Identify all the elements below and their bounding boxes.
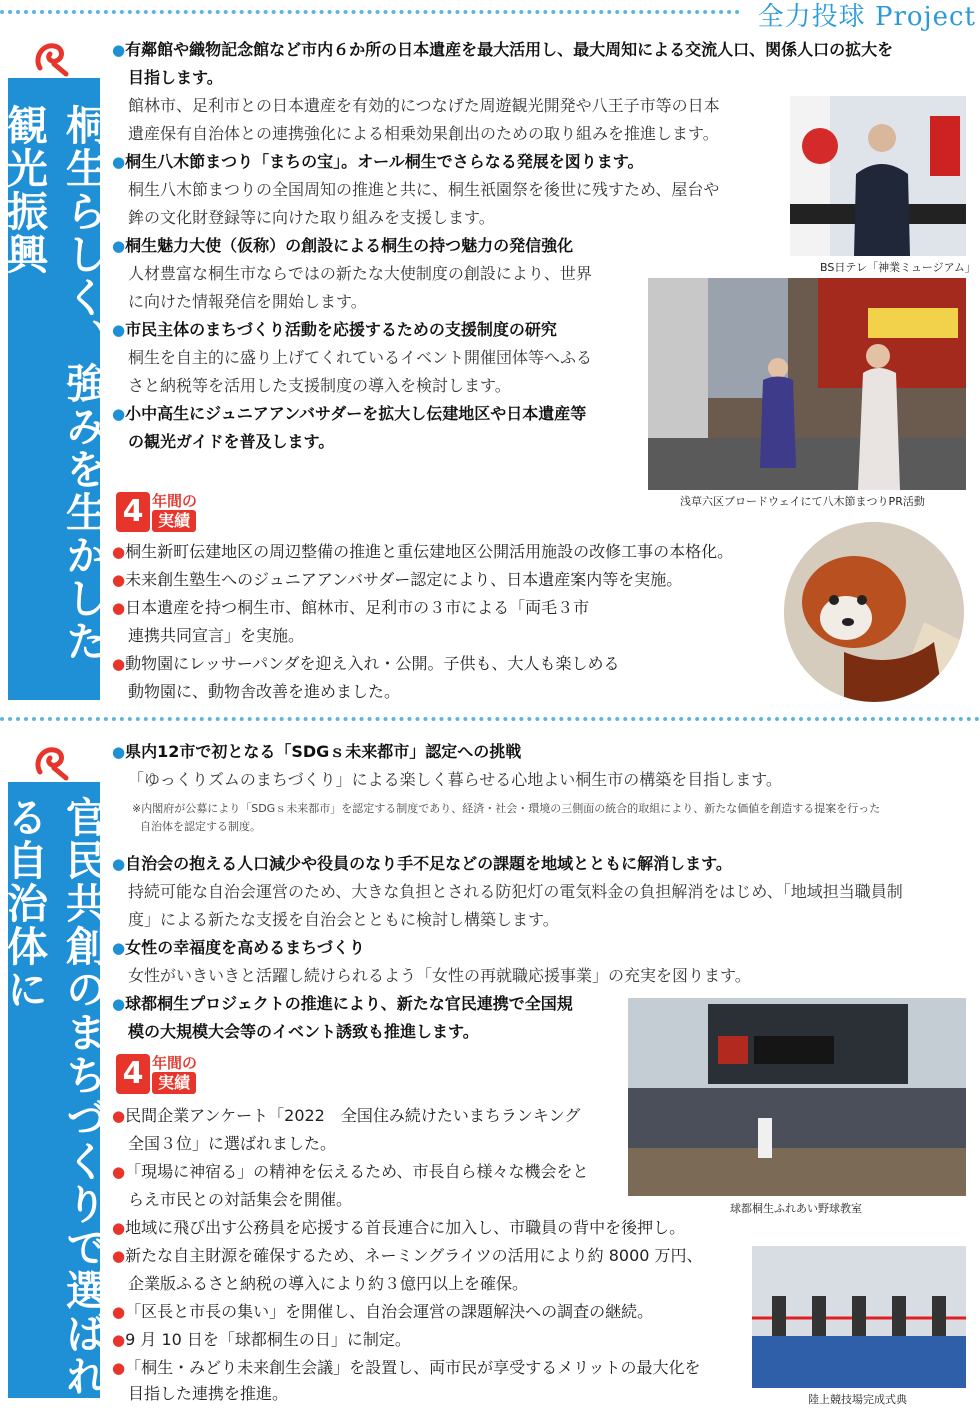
- s2-result5: ●「区長と市長の集い」を開催し、自治会運営の課題解決への調査の継続。: [112, 1302, 654, 1321]
- s1-item3-body1: 人材豊富な桐生市ならではの新たな大使制度の創設により、世界: [128, 264, 592, 283]
- s2-item4-title2: 模の大規模大会等のイベント誘致も推進します。: [128, 1022, 479, 1041]
- s1-item4-body1: 桐生を自主的に盛り上げてくれているイベント開催団体等へふる: [128, 348, 593, 367]
- s2-result1: ●民間企業アンケート「2022 全国住み続けたいまちランキング: [112, 1106, 581, 1125]
- s1-result4: ●動物園にレッサーパンダを迎え入れ・公開。子供も、大人も楽しめる: [112, 654, 620, 673]
- project-text: Project: [874, 2, 976, 32]
- caption-tv-program: BS日テレ「神業ミュージアム」: [820, 261, 976, 274]
- section1-title: 桐生らしく、強みを生かした観光振興: [0, 104, 107, 663]
- s2-results-badge: [116, 1052, 208, 1096]
- s1-result3: ●日本遺産を持つ桐生市、館林市、足利市の３市による「両毛３市: [112, 598, 590, 617]
- badge-line1: 年間の: [152, 492, 198, 510]
- photo-tv-program: [790, 96, 966, 256]
- project-header: [758, 0, 976, 33]
- s1-item3-body2: に向けた情報発信を開始します。: [128, 292, 367, 311]
- caption-yagibushi-pr: 浅草六区ブロードウェイにて八木節まつりPR活動: [680, 495, 925, 508]
- s2-result6: ●9 月 10 日を「球都桐生の日」に制定。: [112, 1330, 411, 1349]
- s1-item3-title: ●桐生魅力大使（仮称）の創設による桐生の持つ魅力の発信強化: [112, 236, 574, 255]
- s2-item3-body1: 女性がいきいきと活躍し続けられるよう「女性の再就職応援事業」の充実を図ります。: [128, 966, 751, 985]
- s2-item2-title: ●自治会の抱える人口減少や役員のなり手不足などの課題を地域とともに解消します。: [112, 854, 732, 873]
- s1-item2-title: ●桐生八木節まつり「まちの宝」。オール桐生でさらなる発展を図ります。: [112, 152, 644, 171]
- s1-item2-body2: 鉾の文化財登録等に向けた取り組みを支援します。: [128, 208, 495, 227]
- s2-item1-note1: ※内閣府が公募により「SDGｓ未来都市」を認定する制度であり、経済・社会・環境の三側面の統合的取組により、新たな価値を創造する提案を行った: [132, 802, 881, 815]
- badge-line1-2: 年間の: [152, 1054, 198, 1072]
- s2-result7-line2: 目指した連携を推進。: [128, 1384, 289, 1403]
- section2-sidebar: [0, 782, 107, 1398]
- s2-item2-body2: 度」による新たな支援を自治会とともに検討し構築します。: [128, 910, 559, 929]
- s2-item1-note2: 自治体を認定する制度。: [140, 820, 261, 833]
- s2-item2-body1: 持続可能な自治会運営のため、大きな負担とされる防犯灯の電気料金の負担解消をはじめ、「地域担当職員制: [128, 882, 903, 901]
- caption-baseball-class: 球都桐生ふれあい野球教室: [730, 1202, 862, 1215]
- s1-results-badge: [116, 490, 208, 534]
- caption-stadium-ceremony: 陸上競技場完成式典: [808, 1393, 907, 1406]
- s2-item1-body1: 「ゆっくりズムのまちづくり」による楽しく暮らせる心地よい桐生市の構築を目指します。: [128, 770, 782, 789]
- section-divider: [0, 717, 980, 721]
- s1-result4-line2: 動物園に、動物舎改善を進めました。: [128, 682, 401, 701]
- badge-number-2: 4: [116, 1054, 150, 1094]
- badge-line2-2: 実績: [152, 1072, 196, 1094]
- badge-line2: 実績: [152, 510, 196, 532]
- s1-item1-body2: 遺産保有自治体との連携強化による相乗効果創出のための取り組みを推進します。: [128, 124, 719, 143]
- s1-result1: ●桐生新町伝建地区の周辺整備の推進と重伝建地区公開活用施設の改修工事の本格化。: [112, 542, 734, 561]
- photo-red-panda: [784, 522, 964, 702]
- s2-result3: ●地域に飛び出す公務員を応援する首長連合に加入し、市職員の背中を後押し。: [112, 1218, 686, 1237]
- s1-item1-body1: 館林市、足利市との日本遺産を有効的につなげた周遊観光開発や八王子市等の日本: [128, 96, 720, 115]
- s1-result3-line2: 連携共同宣言」を実施。: [128, 626, 305, 645]
- s2-item3-title: ●女性の幸福度を高めるまちづくり: [112, 938, 365, 957]
- photo-baseball-class: [628, 998, 966, 1196]
- s1-result2: ●未来創生塾生へのジュニアアンバサダー認定により、日本遺産案内等を実施。: [112, 570, 683, 589]
- brand-text: 全力投球: [757, 2, 866, 32]
- badge-number: 4: [116, 492, 150, 532]
- photo-yagibushi-pr: [648, 278, 966, 490]
- s2-result2: ●「現場に神宿る」の精神を伝えるため、市長自ら様々な機会をと: [112, 1162, 589, 1181]
- section2-title: 官民共創のまちづくりで選ばれる自治体に: [0, 796, 107, 1398]
- s2-result4: ●新たな自主財源を確保するため、ネーミングライツの活用により約 8000 万円、: [112, 1246, 703, 1265]
- s2-item1-title: ●県内12市で初となる「SDGｓ未来都市」認定への挑戦: [112, 742, 522, 761]
- s1-item4-title: ●市民主体のまちづくり活動を応援するための支援制度の研究: [112, 320, 557, 339]
- photo-stadium-ceremony: [752, 1246, 966, 1388]
- s1-item5-title: ●小中高生にジュニアアンバサダーを拡大し伝建地区や日本遺産等: [112, 404, 587, 423]
- s1-item2-body1: 桐生八木節まつりの全国周知の推進と共に、桐生祇園祭を後世に残すため、屋台や: [128, 180, 720, 199]
- s2-result4-line2: 企業版ふるさと納税の導入により約３億円以上を確保。: [128, 1274, 529, 1293]
- s1-item1-title2: 目指します。: [128, 68, 223, 87]
- section1-sidebar: [0, 78, 107, 700]
- s2-result1-line2: 全国３位」に選ばれました。: [128, 1134, 337, 1153]
- top-divider: [0, 10, 740, 14]
- s2-item4-title: ●球都桐生プロジェクトの推進により、新たな官民連携で全国規: [112, 994, 573, 1013]
- s2-result2-line2: らえ市民との対話集会を開催。: [128, 1190, 353, 1209]
- s1-item4-body2: さと納税等を活用した支援制度の導入を検討します。: [128, 376, 511, 395]
- s1-item5-title2: の観光ガイドを普及します。: [128, 432, 335, 451]
- kiryu-logo-icon: [32, 38, 72, 78]
- kiryu-logo-icon-2: [32, 742, 72, 782]
- s2-result7: ●「桐生・みどり未来創生会議」を設置し、両市民が享受するメリットの最大化を: [112, 1358, 701, 1377]
- s1-item1-title: ●有鄰館や織物記念館など市内６か所の日本遺産を最大活用し、最大周知による交流人口、関係人口の拡大を: [112, 40, 894, 59]
